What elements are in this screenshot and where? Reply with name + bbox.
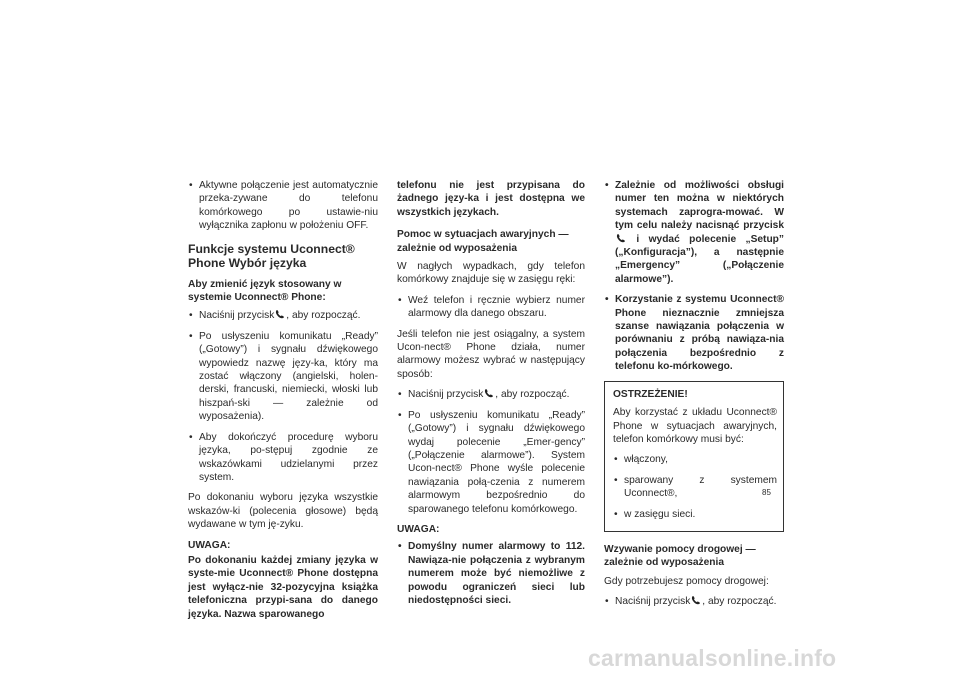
warning-item: • w zasięgu sieci. xyxy=(613,508,777,521)
phone-icon xyxy=(616,233,626,243)
bullet-text: Naciśnij przycisk xyxy=(615,596,691,608)
subheading-change-language: Aby zmienić język stosowany w systemie Uconnect® Phone: xyxy=(188,278,342,304)
bullet-text: Naciśnij przycisk xyxy=(408,389,484,401)
bullet-emergency-command: • Po usłyszeniu komunikatu „Ready” („Gotowy”) i sygnału dźwiękowego wydaj polecenie „Emer-gency” („Połączenie alarmowe”). System Ucon-nect® Phone wyśle polecenie nawiązania połą-czenia z numerem alarmowym bezpośrednio do sparowanego telefonu komórkowego. xyxy=(397,409,585,516)
bullet-reduced-chance: • Korzystanie z systemu Uconnect® Phone nieznacznie zmniejsza szanse nawiązania połączenia w porównaniu z próbą nawiąza-nia połączenia bezpośrednio z telefonu ko-mórkowego. xyxy=(604,293,784,373)
paragraph-emergency-intro: W nagłych wypadkach, gdy telefon komórkowy znajduje się w zasięgu ręki: xyxy=(397,261,585,286)
bullet-text: , aby rozpocząć. xyxy=(702,596,777,608)
bullet-text: Naciśnij przycisk xyxy=(199,310,275,322)
phone-icon xyxy=(484,388,494,398)
phone-icon xyxy=(691,595,701,605)
phone-icon xyxy=(275,309,285,319)
bullet-finish-procedure: • Aby dokończyć procedurę wyboru języka, po-stępuj zgodnie ze wskazówkami udzielanymi przez system. xyxy=(188,431,378,485)
paragraph-roadside-intro: Gdy potrzebujesz pomocy drogowej: xyxy=(604,575,769,587)
note-continuation: telefonu nie jest przypisana do żadnego języ-ka i jest dostępna we wszystkich językach. xyxy=(397,180,585,218)
bullet-text: i wydać polecenie „Setup” („Konfiguracja”), a następnie „Emergency” („Połączenie alarmowe”). xyxy=(615,233,784,285)
section-heading-functions: Funkcje systemu Uconnect® Phone Wybór języka xyxy=(188,241,355,270)
warning-item: • włączony, xyxy=(613,453,777,466)
bullet-text: , aby rozpocząć. xyxy=(495,389,570,401)
column-2 xyxy=(397,179,585,614)
warning-box xyxy=(604,381,784,532)
bullet-say-language: • Po usłyszeniu komunikatu „Ready” („Gotowy”) i sygnału dźwiękowego wypowiedz nazwę języ-ka, który ma zostać włączony (angielski, holen-derski, francuski, niemiecki, włoski lub hiszpań-ski — zależnie od wyposażenia). xyxy=(188,330,378,424)
bullet-manual-dial: • Weź telefon i ręcznie wybierz numer alarmowy dla danego obszaru. xyxy=(397,294,585,321)
bullet-default-number: • Domyślny numer alarmowy to 112. Nawiąza-nie połączenia z wybranym numerem może być niemożliwe z powodu ograniczeń sieci lub niedostępności sieci. xyxy=(397,540,585,607)
column-3 xyxy=(604,179,784,616)
bullet-press-button xyxy=(604,595,784,608)
warning-title: OSTRZEŻENIE! xyxy=(613,388,688,400)
paragraph-unreachable-phone: Jeśli telefon nie jest osiągalny, a system Ucon-nect® Phone działa, numer alarmowy możesz wybrać w następujący sposób: xyxy=(397,328,585,380)
bullet-press-button xyxy=(397,388,585,401)
bullet-text: , aby rozpocząć. xyxy=(286,310,361,322)
note-text: Po dokonaniu każdej zmiany języka w syste-mie Uconnect® Phone dostępna jest wyłącz-nie 32-pozycyjna książka telefoniczna przypi-sana do danego języka. Nazwa sparowanego xyxy=(188,554,378,620)
subheading-emergency: Pomoc w sytuacjach awaryjnych — zależnie od wyposażenia xyxy=(397,229,569,254)
bullet-programmable-number xyxy=(604,179,784,286)
bullet-active-call: • Aktywne połączenie jest automatycznie przeka-zywane do telefonu komórkowego po ustawie-niu wyłącznika zapłonu w położeniu OFF. xyxy=(188,179,378,233)
paragraph-language-result: Po dokonaniu wyboru języka wszystkie wskazów-ki (polecenia głosowe) będą wydawane w tym ję-zyku. xyxy=(188,492,378,531)
note-label: UWAGA: xyxy=(188,539,231,551)
column-1 xyxy=(188,179,378,628)
page-number: 85 xyxy=(762,488,771,497)
bullet-text: Zależnie od możliwości obsługi numer ten można w niektórych systemach zaprogra-mować. W tym celu należy nacisnąć przycisk xyxy=(615,180,784,232)
warning-text: Aby korzystać z układu Uconnect® Phone w sytuacjach awaryjnych, telefon komórkowy musi być: xyxy=(613,407,777,445)
watermark: carmanualsonline.info xyxy=(588,645,837,671)
subheading-roadside-assistance: Wzywanie pomocy drogowej — zależnie od wyposażenia xyxy=(604,543,756,569)
note-label: UWAGA: xyxy=(397,523,440,535)
warning-item: • sparowany z systemem Uconnect®, xyxy=(613,474,777,501)
bullet-press-button xyxy=(188,309,378,322)
